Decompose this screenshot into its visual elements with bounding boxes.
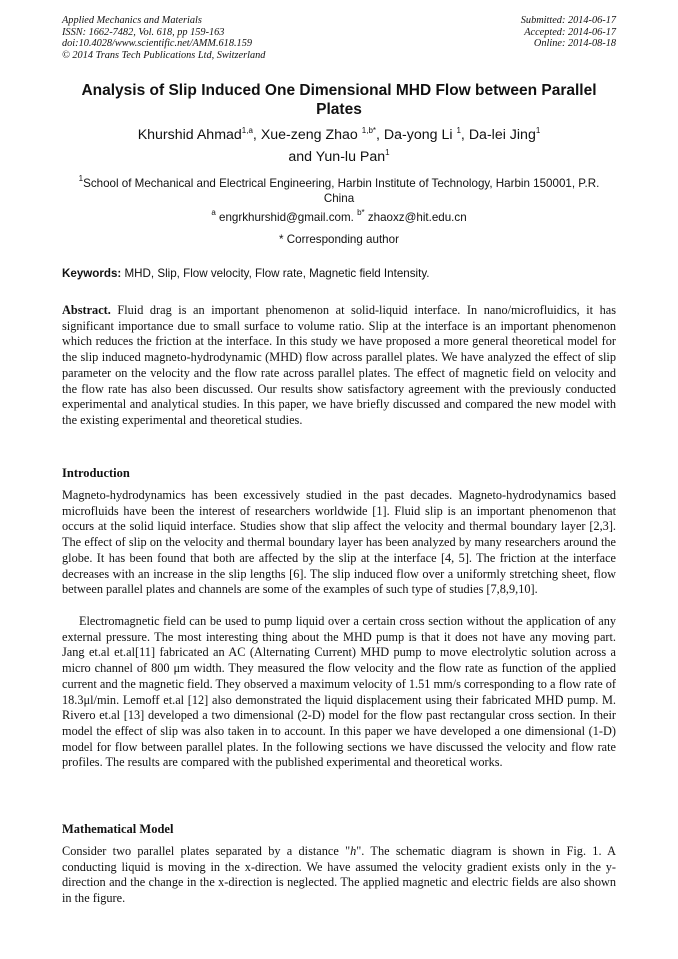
author-name: Da-lei Jing: [468, 127, 536, 143]
math-model-paragraph-1: [62, 844, 616, 907]
submission-dates: [521, 15, 616, 50]
date-accepted: Accepted: 2014-06-17: [524, 26, 616, 38]
email-link[interactable]: engrkhurshid@gmail.com.: [215, 211, 358, 224]
math-variable: h: [350, 844, 357, 858]
author-affil-mark: 1: [385, 148, 390, 157]
paper-title: Analysis of Slip Induced One Dimensional MHD Flow between Parallel Plates: [81, 82, 597, 118]
date-online: Online: 2014-08-18: [533, 38, 616, 50]
corresponding-author-note: * Corresponding author: [279, 233, 399, 246]
keywords-label: Keywords:: [62, 267, 122, 280]
affiliation-mark: 1: [78, 174, 84, 183]
author-affil-mark: 1,a: [241, 126, 253, 135]
keywords-text: MHD, Slip, Flow velocity, Flow rate, Magnetic field Intensity.: [121, 267, 430, 280]
introduction-paragraph-2: Electromagnetic field can be used to pump liquid over a certain cross section without the application of any external pressure. The most interesting thing about the MHD pump is that it does not have any moving part. Jang et.al et.al[11] fabricated an AC (Alternating Current) MHD pump to move electrolytic solution across a micro channel of 800 μm width. They measured the flow velocity and the flow rate as function of the applied current and the magnetic field. They observed a maximum velocity of 1.51 mm/s corresponding to a flow rate of 18.3μl/min. Lemoff et.al [12] also demonstrated the liquid displacement using their fabricated MHD pump. M. Rivero et.al [13] developed a two dimensional (2-D) model for the flow past rectangular cross section. In their model the effect of slip was also taken in to account. In this paper we have developed a one dimensional (1-D) model for flow between parallel plates. In the following sections we have discussed the velocity and flow rate profiles. The results are compared with the published experimental and theoretical works.: [62, 614, 616, 770]
section-heading-introduction: Introduction: [62, 466, 130, 480]
author-name: Da-yong Li: [383, 127, 457, 143]
author-name: and Yun-lu Pan: [288, 149, 386, 165]
author-name: Xue-zeng Zhao: [260, 127, 362, 143]
author-affil-mark: 1: [456, 126, 461, 135]
date-submitted: Submitted: 2014-06-17: [520, 15, 616, 26]
journal-issn: ISSN: 1662-7482, Vol. 618, pp 159-163: [62, 26, 225, 38]
affiliation: [62, 176, 616, 206]
math-model-text: Consider two parallel plates separated by a distance ": [62, 844, 351, 858]
section-heading-mathematical-model: Mathematical Model: [62, 822, 174, 836]
journal-info: [62, 15, 265, 61]
author-separator: ,: [252, 127, 261, 143]
author-separator: ,: [376, 127, 384, 143]
email-mark: b*: [357, 208, 365, 217]
author-name: Khurshid Ahmad: [137, 127, 242, 143]
author-affil-mark: 1,b*: [361, 126, 377, 135]
introduction-paragraph-1: Magneto-hydrodynamics has been excessively studied in the past decades. Magneto-hydrodynamics based microfluids have been the interest of researchers worldwide [1]. Fluid slip is an important phenomenon that occurs at the solid liquid interface. Studies show that slip affect the velocity and thermal boundary layer [2,3]. The effect of slip on the velocity and thermal boundary layer has been analyzed by many researchers around the globe. It has been found that both are affected by the slip at the interface [4, 5]. The friction at the interface decreases with an increase in the slip lengths [6]. The slip induced flow over a uniformly stretching sheet, flow between parallel plates and channels are some of the examples of such type of studies [7,8,9,10].: [62, 488, 616, 597]
journal-doi: doi:10.4028/www.scientific.net/AMM.618.159: [62, 38, 252, 50]
author-separator: ,: [460, 127, 469, 143]
author-affil-mark: 1: [535, 126, 541, 135]
author-list: [62, 124, 616, 168]
math-model-text: ". The schematic diagram is shown in Fig. 1. A conducting liquid is moving in the x-direction. We have assumed the velocity gradient exists only in the y-direction and the change in the x-direction is neglected. The applied magnetic and electric fields are also shown in the figure.: [62, 844, 617, 906]
abstract: [62, 303, 616, 429]
email-link[interactable]: zhaoxz@hit.edu.cn: [364, 211, 467, 224]
journal-copyright: © 2014 Trans Tech Publications Ltd, Switzerland: [62, 49, 266, 61]
keywords: [62, 266, 616, 281]
affiliation-text: School of Mechanical and Electrical Engineering, Harbin Institute of Technology, Harbin 150001, P.R. China: [83, 177, 600, 205]
journal-name: Applied Mechanics and Materials: [62, 15, 202, 26]
abstract-text: Fluid drag is an important phenomenon at solid-liquid interface. In nano/microfluidics, it has significant importance due to small surface to volume ratio. Slip at the interface is an important phenomenon which reduces the friction at the interface. In this study we have proposed a more general theoretical model for the slip induced magneto-hydrodynamic (MHD) flow across parallel plates. We have analyzed the effect of slip parameter on the velocity and the flow rate across parallel plates. The effect of magnetic field on velocity and the flow rate has also been discussed. Our results show satisfactory agreement with the previously conducted experimental and analytical studies. In this paper, we have briefly discussed and compared the new model with the existing experimental and theoretical studies.: [62, 303, 616, 427]
author-emails: [62, 210, 616, 225]
abstract-label: Abstract.: [62, 303, 111, 317]
email-mark: a: [211, 208, 216, 217]
